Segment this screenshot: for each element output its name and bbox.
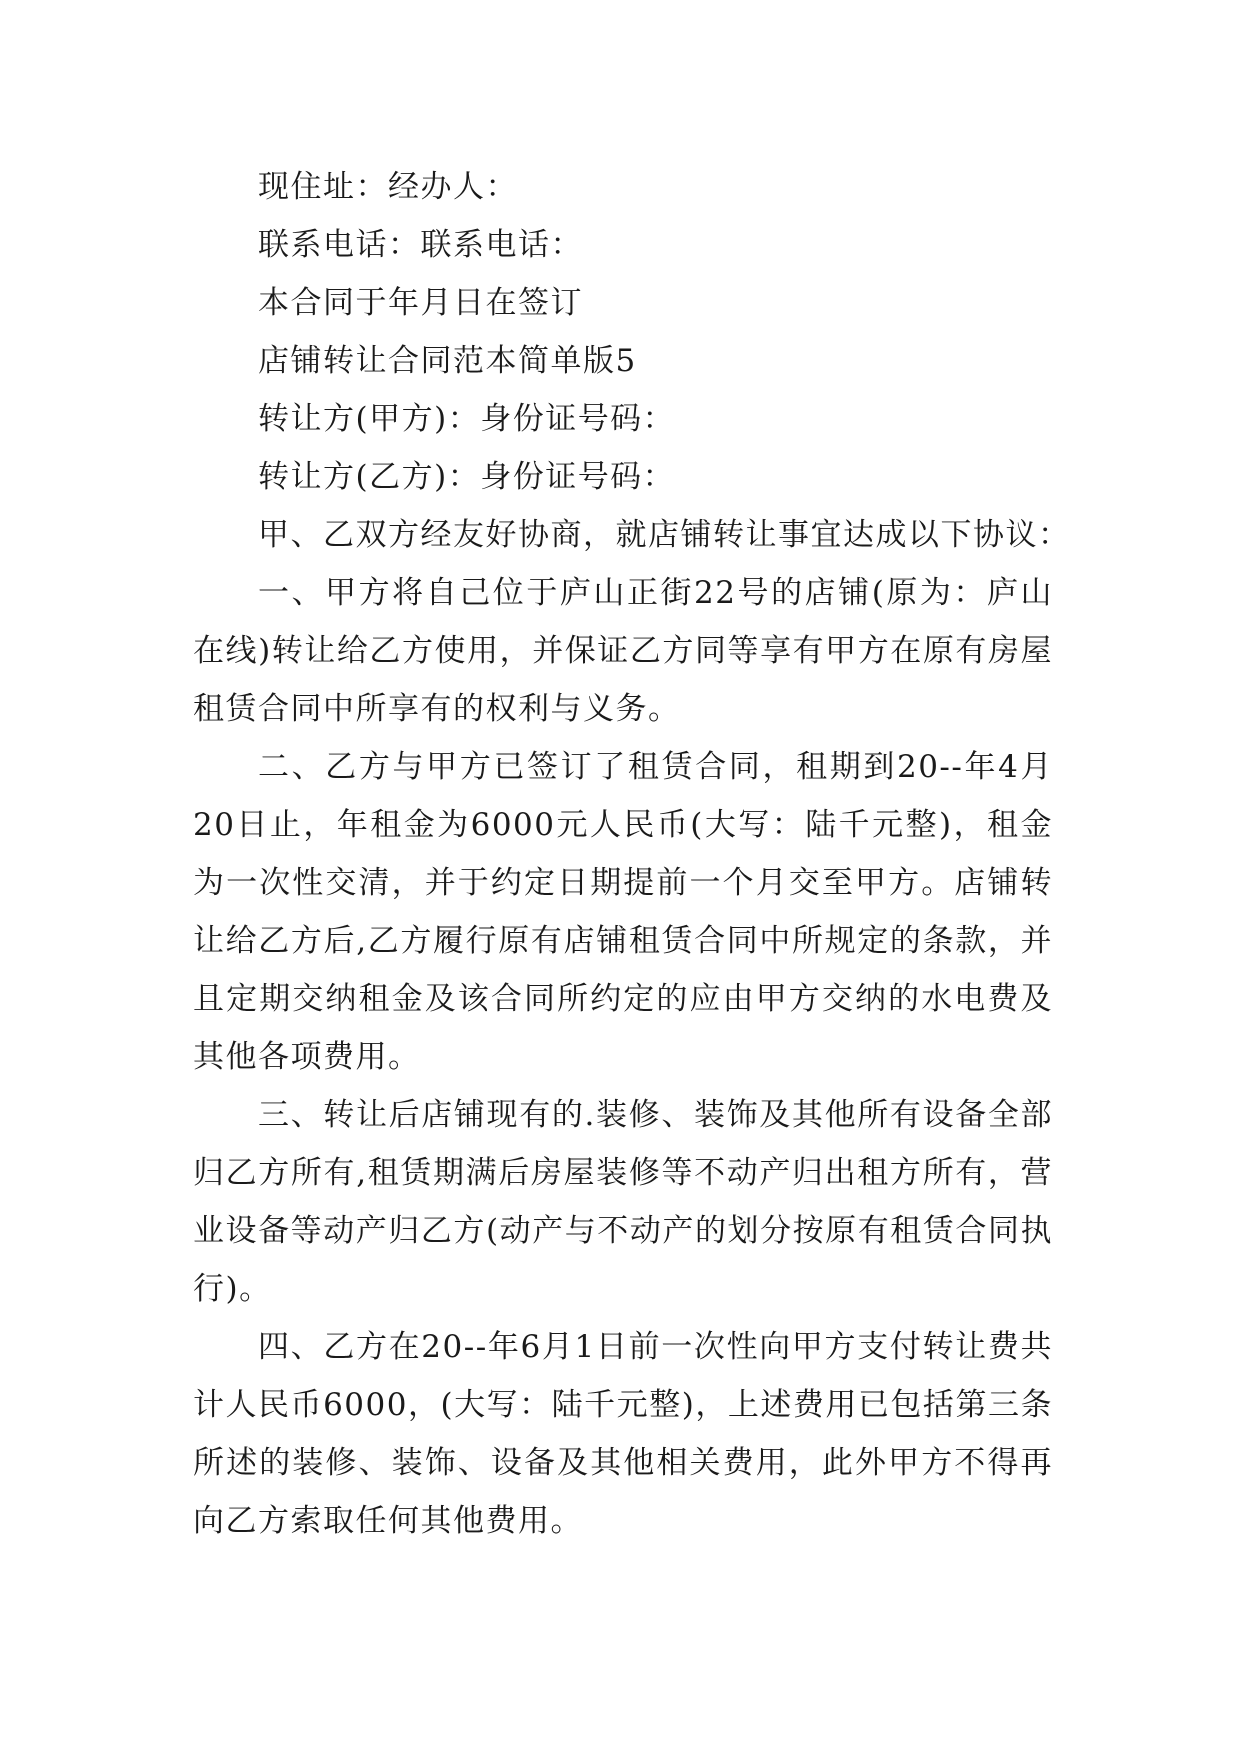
agreement-intro: 甲、乙双方经友好协商，就店铺转让事宜达成以下协议： — [258, 517, 1071, 553]
address-line: 现住址：经办人： — [258, 169, 518, 205]
clause-4: 四、乙方在20--年6月1日前一次性向甲方支付转让费共计人民币6000，(大写：陆千元整)，上述费用已包括第三条所述的装修、装饰、设备及其他相关费用，此外甲方不得再向乙方索取任何其他费用。 — [193, 1329, 1053, 1539]
party-b-line: 转让方(乙方)：身份证号码： — [258, 459, 676, 495]
clause-3: 三、转让后店铺现有的.装修、装饰及其他所有设备全部归乙方所有,租赁期满后房屋装修等不动产归出租方所有，营业设备等动产归乙方(动产与不动产的划分按原有租赁合同执行)。 — [193, 1097, 1053, 1307]
signing-line: 本合同于年月日在签订 — [258, 285, 583, 321]
contract-title: 店铺转让合同范本简单版5 — [258, 343, 637, 379]
clause-2: 二、乙方与甲方已签订了租赁合同，租期到20--年4月20日止，年租金为6000元人民币(大写：陆千元整)，租金为一次性交清，并于约定日期提前一个月交至甲方。店铺转让给乙方后,乙方履行原有店铺租赁合同中所规定的条款，并且定期交纳租金及该合同所约定的应由甲方交纳的水电费及其他各项费用。 — [193, 749, 1053, 1075]
document-body — [193, 158, 1071, 1550]
clause-1: 一、甲方将自己位于庐山正街22号的店铺(原为：庐山在线)转让给乙方使用，并保证乙方同等享有甲方在原有房屋租赁合同中所享有的权利与义务。 — [193, 575, 1053, 727]
party-a-line: 转让方(甲方)：身份证号码： — [258, 401, 676, 437]
phone-line: 联系电话：联系电话： — [258, 227, 583, 263]
